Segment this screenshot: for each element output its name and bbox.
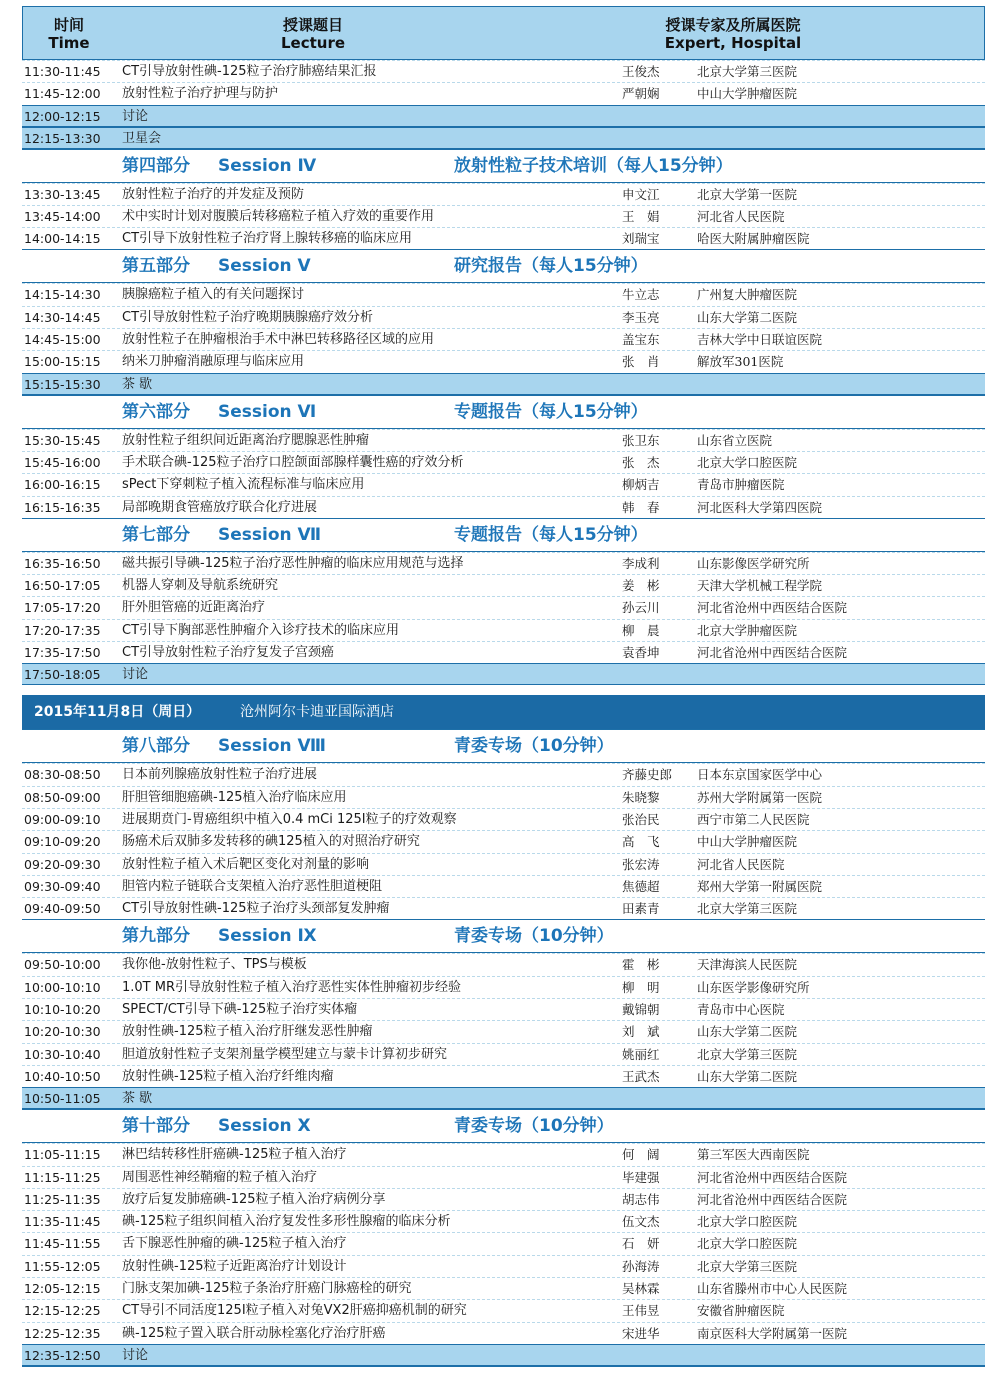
speaker-name: 焦德超 [622, 878, 660, 894]
break-label: 卫星会 [122, 130, 162, 146]
speaker-name: 姚丽红 [622, 1046, 660, 1062]
speaker-name: 高 飞 [622, 834, 660, 850]
session-header-row [22, 729, 985, 763]
section-spacer [22, 685, 985, 695]
time-slot: 10:00-10:10 [24, 979, 101, 995]
hospital-name: 青岛市中心医院 [697, 1002, 785, 1018]
time-slot: 15:30-15:45 [24, 432, 101, 448]
hospital-name: 北京大学第一医院 [697, 186, 798, 202]
session-part: 第九部分 [122, 926, 190, 947]
hospital-name: 河北省人民医院 [697, 208, 785, 224]
speaker-name: 刘瑞宝 [622, 231, 660, 247]
hospital-name: 苏州大学附属第一医院 [697, 789, 823, 805]
speaker-name: 王 娟 [622, 208, 660, 224]
lecture-topic: 日本前列腺癌放射性粒子治疗进展 [122, 767, 318, 783]
hospital-name: 中山大学肿瘤医院 [697, 86, 798, 102]
lecture-row [22, 641, 985, 663]
time-slot: 09:10-09:20 [24, 834, 101, 850]
time-slot: 10:40-10:50 [24, 1068, 101, 1084]
speaker-name: 伍文杰 [622, 1214, 660, 1230]
speaker-name: 严朝娴 [622, 86, 660, 102]
lecture-topic: 周围恶性神经鞘瘤的粒子植入治疗 [122, 1169, 318, 1185]
time-column-header [29, 16, 109, 52]
lecture-topic: CT引导放射性粒子治疗复发子宫颈癌 [122, 645, 335, 661]
lecture-topic: 放射性粒子治疗的并发症及预防 [122, 186, 305, 202]
break-row [22, 373, 985, 395]
lecture-topic: 放射性碘-125粒子植入治疗纤维肉瘤 [122, 1068, 334, 1084]
lecture-topic: 我你他-放射性粒子、TPS与模板 [122, 957, 307, 973]
time-header-cn: 时间 [53, 16, 84, 34]
speaker-name: 孙海涛 [622, 1258, 660, 1274]
table-header [22, 6, 985, 60]
speaker-name: 孙云川 [622, 600, 660, 616]
lecture-topic: 放射性粒子治疗护理与防护 [122, 86, 279, 102]
time-slot: 09:20-09:30 [24, 856, 101, 872]
time-slot: 17:50-18:05 [24, 667, 101, 683]
lecture-row [22, 1255, 985, 1277]
lecture-row [22, 328, 985, 350]
time-slot: 09:40-09:50 [24, 901, 101, 917]
lecture-row [22, 227, 985, 249]
break-row [22, 127, 985, 149]
time-slot: 10:30-10:40 [24, 1046, 101, 1062]
hospital-name: 第三军医大西南医院 [697, 1147, 810, 1163]
time-slot: 17:35-17:50 [24, 645, 101, 661]
hospital-name: 日本东京国家医学中心 [697, 767, 823, 783]
session-part: 第五部分 [122, 256, 190, 277]
lecture-row [22, 473, 985, 495]
lecture-row [22, 574, 985, 596]
speaker-name: 胡志伟 [622, 1191, 660, 1207]
table-bottom-line [22, 1366, 985, 1367]
lecture-topic: 手术联合碘-125粒子治疗口腔颌面部腺样囊性癌的疗效分析 [122, 454, 464, 470]
lecture-topic: 放射性粒子组织间近距离治疗腮腺恶性肿瘤 [122, 432, 370, 448]
lecture-row [22, 976, 985, 998]
lecture-topic: 放射性粒子植入术后靶区变化对剂量的影响 [122, 856, 370, 872]
lecture-row [22, 853, 985, 875]
hospital-name: 北京大学肿瘤医院 [697, 622, 798, 638]
lecture-topic: CT引导下放射性粒子治疗肾上腺转移癌的临床应用 [122, 231, 413, 247]
hospital-name: 山东大学第二医院 [697, 1068, 798, 1084]
lecture-row [22, 1299, 985, 1321]
session-number: Session Ⅹ [218, 1116, 311, 1137]
speaker-name: 张治民 [622, 811, 660, 827]
lecture-column-header [193, 16, 433, 52]
speaker-name: 霍 彬 [622, 957, 660, 973]
speaker-name: 柳炳吉 [622, 477, 660, 493]
hospital-name: 解放军301医院 [697, 354, 784, 370]
time-slot: 12:35-12:50 [24, 1347, 101, 1363]
hospital-name: 河北省人民医院 [697, 856, 785, 872]
lecture-topic: SPECT/CT引导下碘-125粒子治疗实体瘤 [122, 1002, 358, 1018]
speaker-name: 李玉亮 [622, 309, 660, 325]
speaker-name: 吴林霖 [622, 1280, 660, 1296]
session-title: 青委专场（10分钟） [454, 926, 614, 947]
speaker-name: 毕建强 [622, 1169, 660, 1185]
lecture-row [22, 830, 985, 852]
lecture-row [22, 429, 985, 451]
lecture-topic: 1.0T MR引导放射性粒子植入治疗恶性实体性肿瘤初步经验 [122, 979, 461, 995]
speaker-name: 申文江 [622, 186, 660, 202]
session-title: 青委专场（10分钟） [454, 1116, 614, 1137]
lecture-topic: 机器人穿刺及导航系统研究 [122, 578, 279, 594]
lecture-topic: 碘-125粒子置入联合肝动脉栓塞化疗治疗肝癌 [122, 1325, 386, 1341]
lecture-topic: CT引导放射性碘-125粒子治疗肺癌结果汇报 [122, 64, 377, 79]
session-header-row [22, 1109, 985, 1143]
lecture-row [22, 183, 985, 205]
lecture-topic: 肝胆管细胞癌碘-125植入治疗临床应用 [122, 789, 347, 805]
hospital-name: 河北医科大学第四医院 [697, 499, 823, 515]
lecture-row [22, 1043, 985, 1065]
hospital-name: 山东大学第二医院 [697, 1024, 798, 1040]
session-part: 第七部分 [122, 524, 190, 545]
speaker-name: 王俊杰 [622, 64, 660, 79]
time-slot: 11:55-12:05 [24, 1258, 101, 1274]
session-header-row [22, 249, 985, 283]
expert-header-en: Expert, Hospital [664, 34, 802, 52]
lecture-row [22, 808, 985, 830]
break-row [22, 1344, 985, 1366]
time-slot: 11:30-11:45 [24, 64, 101, 79]
session-title: 专题报告（每人15分钟） [454, 401, 648, 422]
lecture-topic: 放射性粒子在肿瘤根治手术中淋巴转移路径区域的应用 [122, 332, 435, 348]
time-slot: 15:00-15:15 [24, 354, 101, 370]
break-label: 讨论 [122, 108, 149, 124]
hospital-name: 哈医大附属肿瘤医院 [697, 231, 810, 247]
lecture-topic: CT引导放射性粒子治疗晚期胰腺癌疗效分析 [122, 309, 374, 325]
time-slot: 08:30-08:50 [24, 767, 101, 783]
time-slot: 13:30-13:45 [24, 186, 101, 202]
time-slot: 09:00-09:10 [24, 811, 101, 827]
lecture-topic: 胰腺癌粒子植入的有关问题探讨 [122, 287, 305, 303]
speaker-name: 齐藤史郎 [622, 767, 673, 783]
hospital-name: 北京大学第三医院 [697, 1258, 798, 1274]
day-banner [22, 695, 985, 729]
time-slot: 16:15-16:35 [24, 499, 101, 515]
hospital-name: 山东省滕州市中心人民医院 [697, 1280, 848, 1296]
speaker-name: 宋进华 [622, 1325, 660, 1341]
hospital-name: 吉林大学中日联谊医院 [697, 332, 823, 348]
lecture-topic: 局部晚期食管癌放疗联合化疗进展 [122, 499, 318, 515]
lecture-topic: CT引导下胸部恶性肿瘤介入诊疗技术的临床应用 [122, 622, 400, 638]
time-slot: 14:00-14:15 [24, 231, 101, 247]
session-number: Session Ⅳ [218, 155, 317, 176]
hospital-name: 河北省沧州中西医结合医院 [697, 1169, 848, 1185]
lecture-topic: 碘-125粒子组织间植入治疗复发性多形性腺瘤的临床分析 [122, 1214, 451, 1230]
time-slot: 12:15-12:25 [24, 1303, 101, 1319]
hospital-name: 河北省沧州中西医结合医院 [697, 1191, 848, 1207]
time-slot: 12:00-12:15 [24, 108, 101, 124]
lecture-header-en: Lecture [280, 34, 346, 52]
hospital-name: 天津海滨人民医院 [697, 957, 798, 973]
speaker-name: 何 阔 [622, 1147, 660, 1163]
time-slot: 11:35-11:45 [24, 1214, 101, 1230]
speaker-name: 石 妍 [622, 1236, 660, 1252]
lecture-row [22, 205, 985, 227]
speaker-name: 姜 彬 [622, 578, 660, 594]
lecture-topic: 磁共振引导碘-125粒子治疗恶性肿瘤的临床应用规范与选择 [122, 555, 464, 571]
lecture-row [22, 875, 985, 897]
lecture-topic: 门脉支架加碘-125粒子条治疗肝癌门脉癌栓的研究 [122, 1280, 412, 1296]
time-slot: 08:50-09:00 [24, 789, 101, 805]
hospital-name: 山东大学第二医院 [697, 309, 798, 325]
time-slot: 16:00-16:15 [24, 477, 101, 493]
lecture-row [22, 1322, 985, 1344]
lecture-row [22, 496, 985, 518]
session-number: Session Ⅷ [218, 736, 326, 757]
session-header-row [22, 395, 985, 429]
lecture-row [22, 1020, 985, 1042]
break-row [22, 1087, 985, 1109]
time-slot: 10:50-11:05 [24, 1091, 101, 1107]
lecture-topic: 淋巴结转移性肝癌碘-125粒子植入治疗 [122, 1147, 347, 1163]
speaker-name: 袁香坤 [622, 645, 660, 661]
lecture-topic: 放疗后复发肺癌碘-125粒子植入治疗病例分享 [122, 1191, 386, 1207]
lecture-row [22, 350, 985, 372]
time-slot: 12:05-12:15 [24, 1280, 101, 1296]
session-header-row [22, 149, 985, 183]
lecture-row [22, 619, 985, 641]
session-title: 青委专场（10分钟） [454, 736, 614, 757]
break-label: 讨论 [122, 667, 149, 683]
time-slot: 11:05-11:15 [24, 1147, 101, 1163]
hospital-name: 山东影像医学研究所 [697, 555, 810, 571]
hospital-name: 天津大学机械工程学院 [697, 578, 823, 594]
lecture-topic: CT导引不同活度125I粒子植入对兔VX2肝癌抑癌机制的研究 [122, 1303, 467, 1319]
time-slot: 09:30-09:40 [24, 878, 101, 894]
lecture-topic: 肠癌术后双肺多发转移的碘125植入的对照治疗研究 [122, 834, 420, 850]
time-header-en: Time [48, 34, 90, 52]
lecture-row [22, 1143, 985, 1165]
time-slot: 11:45-12:00 [24, 86, 101, 102]
lecture-row [22, 1277, 985, 1299]
session-number: Session Ⅸ [218, 926, 317, 947]
lecture-topic: 肝外胆管癌的近距离治疗 [122, 600, 266, 616]
lecture-topic: 术中实时计划对腹膜后转移癌粒子植入疗效的重要作用 [122, 208, 435, 224]
time-slot: 11:15-11:25 [24, 1169, 101, 1185]
speaker-name: 王伟昱 [622, 1303, 660, 1319]
lecture-row [22, 1188, 985, 1210]
speaker-name: 戴锦朝 [622, 1002, 660, 1018]
lecture-topic: 胆道放射性粒子支架剂量学模型建立与蒙卡计算初步研究 [122, 1046, 448, 1062]
lecture-row [22, 1210, 985, 1232]
lecture-row [22, 306, 985, 328]
lecture-row [22, 998, 985, 1020]
break-label: 茶 歇 [122, 1091, 153, 1107]
lecture-topic: sPect下穿刺粒子植入流程标准与临床应用 [122, 477, 365, 493]
speaker-name: 张卫东 [622, 432, 660, 448]
hospital-name: 北京大学第三医院 [697, 901, 798, 917]
session-header-row [22, 518, 985, 552]
hospital-name: 北京大学第三医院 [697, 64, 798, 79]
lecture-row [22, 82, 985, 104]
speaker-name: 张 肖 [622, 354, 660, 370]
lecture-topic: 进展期贲门-胃癌组织中植入0.4 mCi 125I粒子的疗效观察 [122, 811, 457, 827]
time-slot: 16:50-17:05 [24, 578, 101, 594]
hospital-name: 北京大学口腔医院 [697, 1214, 798, 1230]
time-slot: 14:30-14:45 [24, 309, 101, 325]
hospital-name: 安徽省肿瘤医院 [697, 1303, 785, 1319]
lecture-row [22, 1232, 985, 1254]
break-label: 茶 歇 [122, 376, 153, 392]
speaker-name: 韩 春 [622, 499, 660, 515]
day-date: 2015年11月8日（周日） [34, 704, 201, 721]
time-slot: 09:50-10:00 [24, 957, 101, 973]
speaker-name: 柳 晨 [622, 622, 660, 638]
session-part: 第八部分 [122, 736, 190, 757]
time-slot: 14:45-15:00 [24, 332, 101, 348]
lecture-row [22, 763, 985, 785]
time-slot: 15:45-16:00 [24, 454, 101, 470]
time-slot: 17:20-17:35 [24, 622, 101, 638]
time-slot: 11:45-11:55 [24, 1236, 101, 1252]
lecture-row [22, 786, 985, 808]
hospital-name: 北京大学第三医院 [697, 1046, 798, 1062]
hospital-name: 中山大学肿瘤医院 [697, 834, 798, 850]
session-number: Session Ⅵ [218, 401, 317, 422]
hospital-name: 青岛市肿瘤医院 [697, 477, 785, 493]
speaker-name: 牛立志 [622, 287, 660, 303]
hospital-name: 山东省立医院 [697, 432, 773, 448]
hospital-name: 河北省沧州中西医结合医院 [697, 645, 848, 661]
time-slot: 16:35-16:50 [24, 555, 101, 571]
lecture-row [22, 897, 985, 919]
time-slot: 17:05-17:20 [24, 600, 101, 616]
schedule-rows [22, 60, 985, 1366]
lecture-row [22, 60, 985, 82]
time-slot: 10:10-10:20 [24, 1002, 101, 1018]
lecture-topic: 纳米刀肿瘤消融原理与临床应用 [122, 354, 305, 370]
speaker-name: 刘 斌 [622, 1024, 660, 1040]
lecture-row [22, 953, 985, 975]
session-part: 第十部分 [122, 1116, 190, 1137]
session-number: Session Ⅶ [218, 524, 322, 545]
speaker-name: 张宏涛 [622, 856, 660, 872]
time-slot: 10:20-10:30 [24, 1024, 101, 1040]
session-part: 第六部分 [122, 401, 190, 422]
session-title: 研究报告（每人15分钟） [454, 256, 648, 277]
schedule-table [22, 6, 985, 1367]
hospital-name: 郑州大学第一附属医院 [697, 878, 823, 894]
session-title: 放射性粒子技术培训（每人15分钟） [454, 155, 733, 176]
lecture-row [22, 552, 985, 574]
time-slot: 12:15-13:30 [24, 130, 101, 146]
time-slot: 13:45-14:00 [24, 208, 101, 224]
speaker-name: 田素青 [622, 901, 660, 917]
hospital-name: 西宁市第二人民医院 [697, 811, 810, 827]
hospital-name: 河北省沧州中西医结合医院 [697, 600, 848, 616]
lecture-row [22, 1166, 985, 1188]
break-row [22, 663, 985, 685]
break-row [22, 105, 985, 127]
time-slot: 14:15-14:30 [24, 287, 101, 303]
hospital-name: 北京大学口腔医院 [697, 454, 798, 470]
speaker-name: 朱晓黎 [622, 789, 660, 805]
time-slot: 12:25-12:35 [24, 1325, 101, 1341]
time-slot: 11:25-11:35 [24, 1191, 101, 1207]
speaker-name: 柳 明 [622, 979, 660, 995]
lecture-row [22, 1065, 985, 1087]
lecture-topic: 胆管内粒子链联合支架植入治疗恶性胆道梗阻 [122, 878, 383, 894]
session-part: 第四部分 [122, 155, 190, 176]
speaker-name: 王武杰 [622, 1068, 660, 1084]
lecture-row [22, 283, 985, 305]
time-slot: 15:15-15:30 [24, 376, 101, 392]
speaker-name: 李成利 [622, 555, 660, 571]
day-venue: 沧州阿尔卡迪亚国际酒店 [240, 704, 394, 721]
lecture-topic: CT引导放射性碘-125粒子治疗头颈部复发肿瘤 [122, 901, 390, 917]
lecture-row [22, 451, 985, 473]
lecture-header-cn: 授课题目 [282, 16, 343, 34]
lecture-topic: 舌下腺恶性肿瘤的碘-125粒子植入治疗 [122, 1236, 347, 1252]
lecture-row [22, 596, 985, 618]
lecture-topic: 放射性碘-125粒子近距离治疗计划设计 [122, 1258, 347, 1274]
lecture-topic: 放射性碘-125粒子植入治疗肝继发恶性肿瘤 [122, 1024, 373, 1040]
hospital-name: 山东医学影像研究所 [697, 979, 810, 995]
break-label: 讨论 [122, 1347, 149, 1363]
hospital-name: 北京大学口腔医院 [697, 1236, 798, 1252]
expert-column-header [613, 16, 853, 52]
session-header-row [22, 919, 985, 953]
expert-header-cn: 授课专家及所属医院 [665, 16, 801, 34]
hospital-name: 南京医科大学附属第一医院 [697, 1325, 848, 1341]
session-title: 专题报告（每人15分钟） [454, 524, 648, 545]
speaker-name: 张 杰 [622, 454, 660, 470]
speaker-name: 盖宝东 [622, 332, 660, 348]
hospital-name: 广州复大肿瘤医院 [697, 287, 798, 303]
session-number: Session Ⅴ [218, 256, 311, 277]
